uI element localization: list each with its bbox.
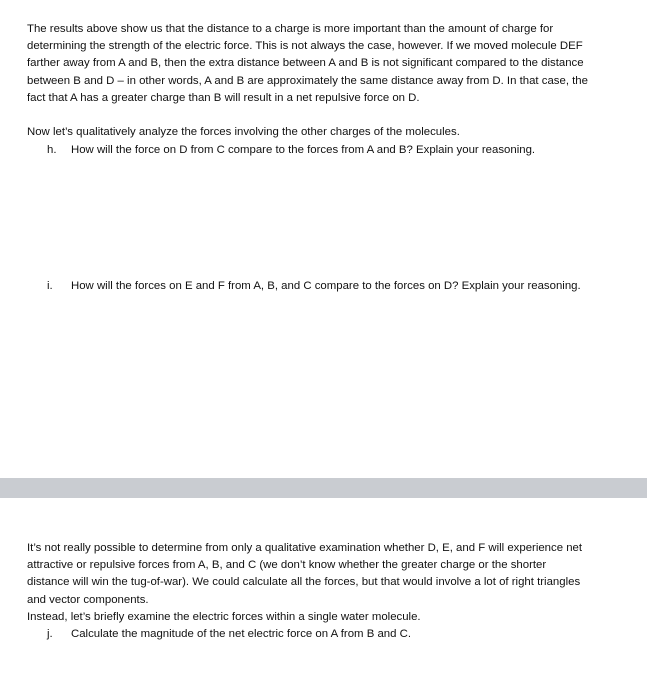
question-i xyxy=(47,278,581,295)
question-text: How will the force on D from C compare to the forces from A and B? Explain your reasoning. xyxy=(71,144,536,156)
question-text: Calculate the magnitude of the net electric force on A from B and C. xyxy=(71,628,412,641)
question-label: j. xyxy=(47,628,53,641)
intro-line: farther away from A and B, then the extra distance between A and B is not significant compared to the distance xyxy=(27,57,584,70)
transition-sentence: Now let’s qualitatively analyze the forces involving the other charges of the molecules. xyxy=(27,126,460,138)
closing-line: attractive or repulsive forces from A, B, and C (we don’t know whether the greater charge or the shorter xyxy=(27,559,547,572)
question-text: How will the forces on E and F from A, B, and C compare to the forces on D? Explain your reasoning. xyxy=(71,280,581,292)
closing-followup: Instead, let’s briefly examine the electric forces within a single water molecule. xyxy=(27,610,421,623)
closing-paragraph xyxy=(27,540,632,643)
closing-line: It’s not really possible to determine from only a qualitative examination whether D, E, and F will experience net xyxy=(27,542,583,554)
intro-paragraph xyxy=(27,21,632,107)
closing-line: distance will win the tug-of-war). We could calculate all the forces, but that would involve a lot of right triangles xyxy=(27,576,581,589)
page-break-divider xyxy=(0,478,647,498)
closing-line: and vector components. xyxy=(27,593,149,606)
question-j xyxy=(27,626,632,643)
question-label: i. xyxy=(47,280,53,292)
intro-line: between B and D – in other words, A and B are approximately the same distance away from D. In that case, the xyxy=(27,74,588,87)
intro-line: The results above show us that the distance to a charge is more important than the amount of charge for xyxy=(27,23,554,35)
question-h xyxy=(47,142,535,159)
intro-line: fact that A has a greater charge than B will result in a net repulsive force on D. xyxy=(27,91,420,104)
question-label: h. xyxy=(47,144,57,156)
intro-line: determining the strength of the electric force. This is not always the case, however. If we moved molecule DEF xyxy=(27,40,583,53)
